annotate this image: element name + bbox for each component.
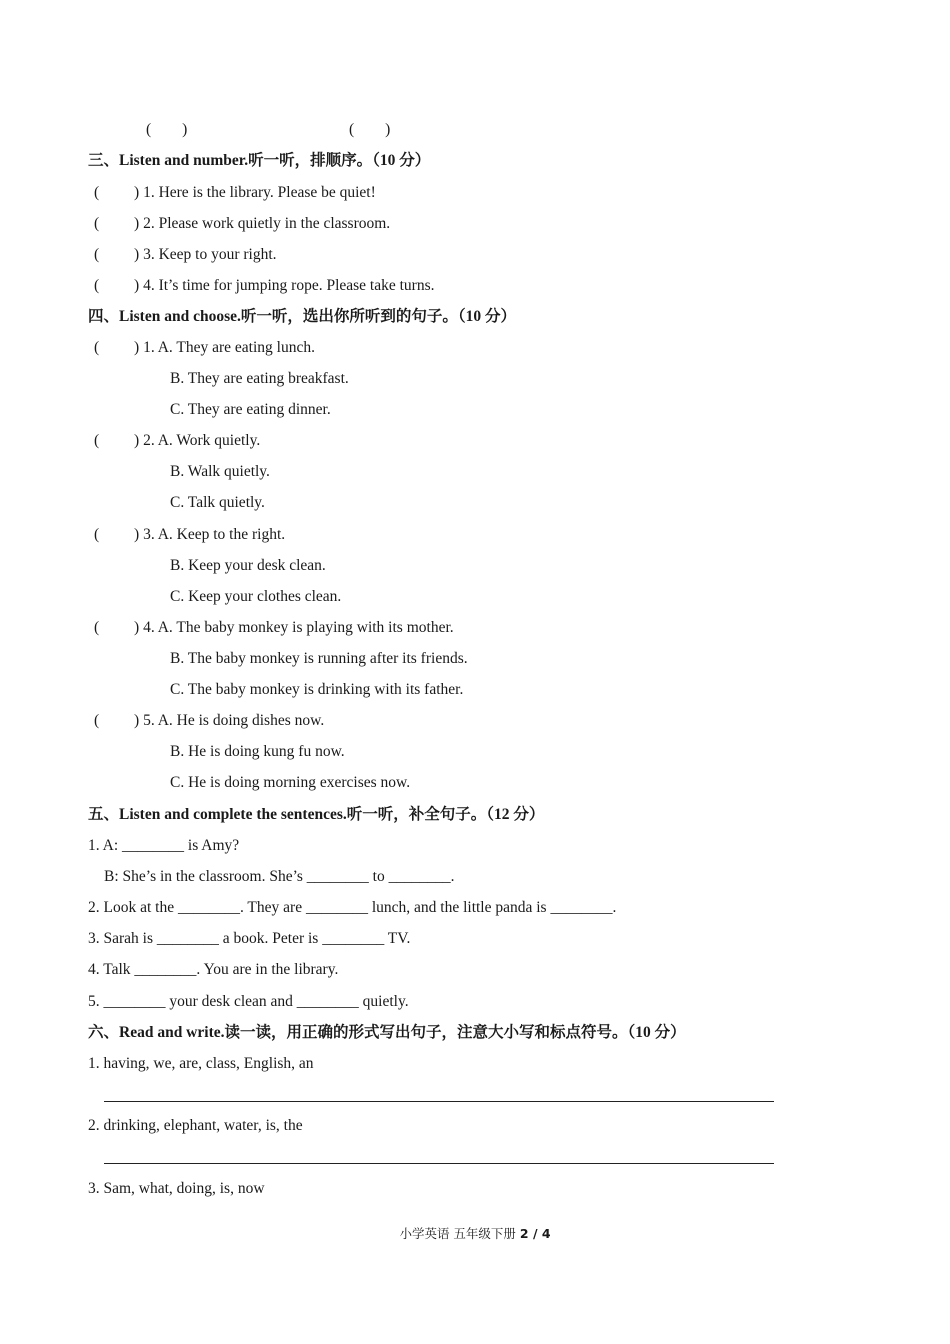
sec5-line-1a: 1. A: ________ is Amy? [88, 837, 240, 854]
sec4-q3-c: C. Keep your clothes clean. [170, 588, 342, 605]
page-number: 2 / 4 [519, 1226, 551, 1241]
sec4-q2-c: C. Talk quietly. [170, 494, 265, 511]
sec4-q1-a: ( ) 1. A. They are eating lunch. [94, 339, 315, 356]
sec4-q5-b: B. He is doing kung fu now. [170, 743, 345, 760]
sec4-q3-a: ( ) 3. A. Keep to the right. [94, 526, 286, 543]
sec5-line-1b: B: She’s in the classroom. She’s ________ to ________. [104, 868, 455, 885]
sec4-q1-b: B. They are eating breakfast. [170, 370, 349, 387]
sec3-item-3: ( ) 3. Keep to your right. [94, 246, 277, 263]
sec4-q2-a: ( ) 2. A. Work quietly. [94, 432, 261, 449]
sec5-line-3: 3. Sarah is ________ a book. Peter is ________ TV. [88, 930, 411, 947]
sec5-line-2: 2. Look at the ________. They are ________ lunch, and the little panda is ________. [88, 899, 617, 916]
sec5-line-4: 4. Talk ________. You are in the library. [88, 961, 339, 978]
sec4-q2-b: B. Walk quietly. [170, 463, 270, 480]
answer-line-2[interactable] [104, 1163, 774, 1164]
sec5-line-5: 5. ________ your desk clean and ________ quietly. [88, 993, 409, 1010]
sec6-prompt-2: 2. drinking, elephant, water, is, the [88, 1117, 303, 1134]
answer-line-1[interactable] [104, 1101, 774, 1102]
sec4-q5-c: C. He is doing morning exercises now. [170, 774, 411, 791]
answer-paren-top-left[interactable]: ( ) [146, 121, 188, 138]
sec4-q3-b: B. Keep your desk clean. [170, 557, 326, 574]
sec3-item-1: ( ) 1. Here is the library. Please be quiet! [94, 184, 376, 201]
sec4-q5-a: ( ) 5. A. He is doing dishes now. [94, 712, 325, 729]
sec6-prompt-3: 3. Sam, what, doing, is, now [88, 1180, 265, 1197]
sec6-prompt-1: 1. having, we, are, class, English, an [88, 1055, 314, 1072]
section-4-heading: 四、Listen and choose.听一听，选出你所听到的句子。（10 分） [88, 308, 516, 325]
section-5-heading: 五、Listen and complete the sentences.听一听，补全句子。（12 分） [88, 806, 545, 823]
sec4-q1-c: C. They are eating dinner. [170, 401, 331, 418]
answer-paren-top-right[interactable]: ( ) [349, 121, 391, 138]
sec4-q4-c: C. The baby monkey is drinking with its father. [170, 681, 464, 698]
sec3-item-4: ( ) 4. It’s time for jumping rope. Please take turns. [94, 277, 435, 294]
sec4-q4-b: B. The baby monkey is running after its friends. [170, 650, 468, 667]
section-3-heading: 三、Listen and number.听一听，排顺序。（10 分） [88, 152, 431, 169]
footer-label: 小学英语 五年级下册 [399, 1226, 520, 1241]
page-footer [0, 1224, 950, 1242]
sec3-item-2: ( ) 2. Please work quietly in the classroom. [94, 215, 391, 232]
section-6-heading: 六、Read and write.读一读，用正确的形式写出句子，注意大小写和标点符号。（10 分） [88, 1024, 686, 1041]
sec4-q4-a: ( ) 4. A. The baby monkey is playing with its mother. [94, 619, 454, 636]
